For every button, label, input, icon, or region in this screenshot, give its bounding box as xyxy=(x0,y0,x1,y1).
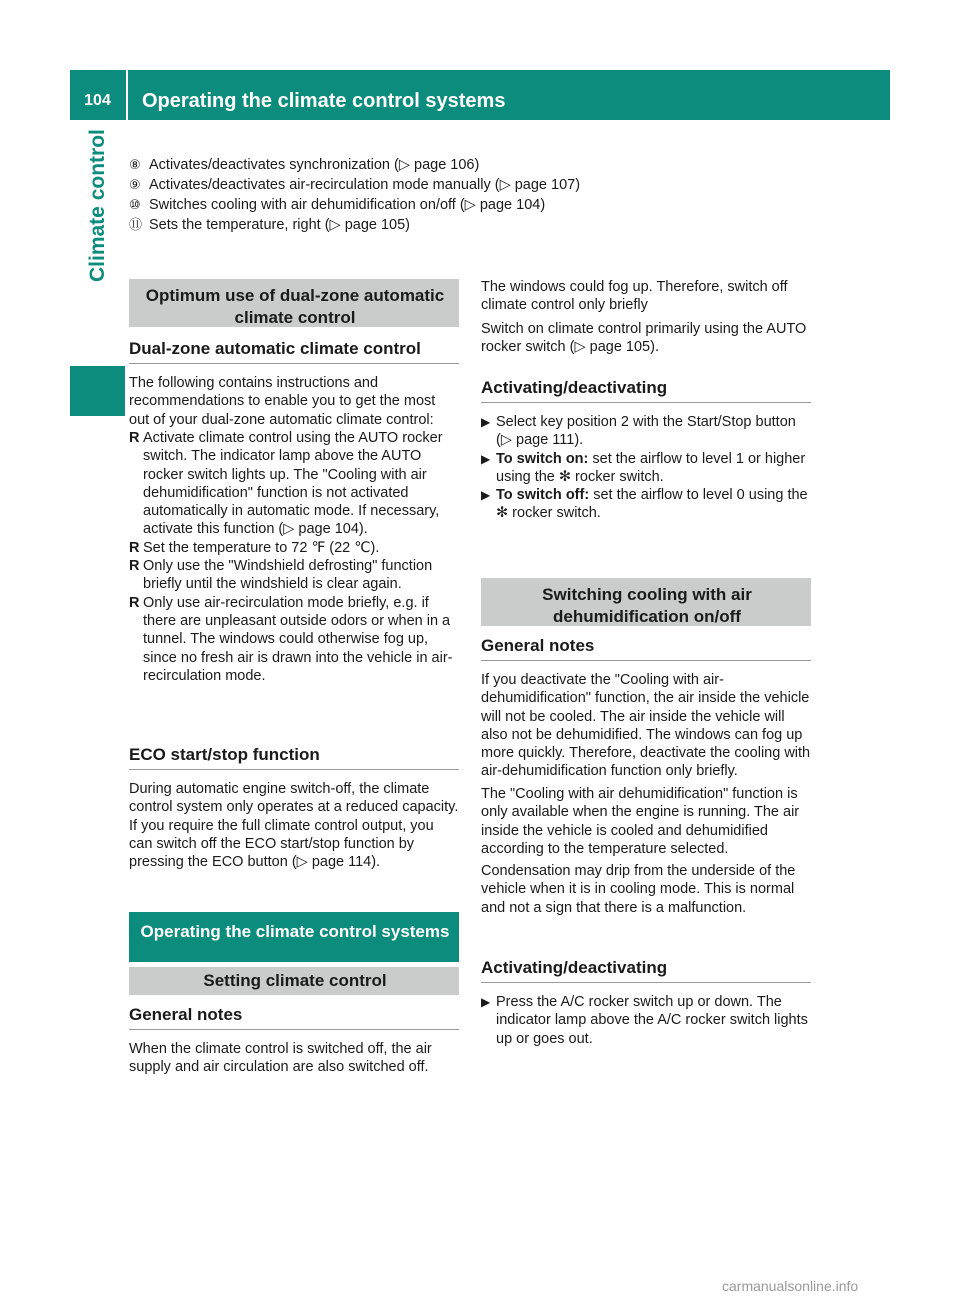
paragraph-switch-on: Switch on climate control primarily using the AUTO rocker switch (▷ page 105). xyxy=(481,321,807,356)
watermark: carmanualsonline.info xyxy=(722,1278,859,1294)
heading-eco: ECO start/stop function xyxy=(129,745,459,770)
section-heading-cooling: Switching cooling with air dehumidification on/off xyxy=(481,578,811,626)
steps-list-2 xyxy=(481,993,811,1048)
list-item xyxy=(129,557,459,594)
heading-general-notes-right: General notes xyxy=(481,636,811,661)
list-item-text: Only use air-recirculation mode briefly, e.g. if there are unpleasant outside odors or when in a tunnel. The windows could otherwise fog up, since no fresh air is drawn into the vehicle in air-recirculation mode. xyxy=(143,594,453,684)
bullet-icon: R xyxy=(129,594,140,611)
legend-text: Activates/deactivates synchronization (▷ page 106) xyxy=(149,157,480,173)
heading-activating-2: Activating/deactivating xyxy=(481,958,811,983)
paragraph-fog: The windows could fog up. Therefore, switch off climate control only briefly xyxy=(481,279,788,314)
section-heading-operating: Operating the climate control systems xyxy=(129,912,459,962)
legend-item xyxy=(129,195,829,215)
paragraph-general-1: If you deactivate the "Cooling with air-dehumidification" function, the air inside the vehicle will not be cooled. The air inside the vehicle will also not be dehumidified. The windows can fog up more quickly. Therefore, deactivate the cooling with air-dehumidification function only briefly. xyxy=(481,672,811,780)
step-item xyxy=(481,486,811,523)
heading-activating-1: Activating/deactivating xyxy=(481,378,811,403)
legend-item xyxy=(129,155,829,175)
bullet-icon: R xyxy=(129,539,140,556)
legend-text: Activates/deactivates air-recirculation mode manually (▷ page 107) xyxy=(149,177,581,193)
legend-list xyxy=(129,155,829,235)
paragraph-dual-zone: The following contains instructions and recommendations to enable you to get the most out of your dual-zone automatic climate control: xyxy=(129,375,436,428)
heading-general-notes-left: General notes xyxy=(129,1005,459,1030)
legend-item xyxy=(129,175,829,195)
header-divider xyxy=(126,70,128,120)
side-tab-marker xyxy=(70,366,125,416)
section-heading-optimum: Optimum use of dual-zone automatic climate control xyxy=(129,279,459,327)
step-text: Select key position 2 with the Start/Stop button (▷ page 111). xyxy=(496,414,796,449)
page-title: Operating the climate control systems xyxy=(142,90,506,112)
paragraph-general-2: The "Cooling with air dehumidification" function is only available when the engine is running. The air inside the vehicle is cooled and dehumidified according to the temperature selected. xyxy=(481,786,800,857)
step-arrow-icon: ▶ xyxy=(481,995,491,1009)
step-text: To switch off: set the airflow to level 0 using the ✻ rocker switch. xyxy=(496,487,808,522)
section-heading-setting: Setting climate control xyxy=(129,967,459,995)
step-arrow-icon: ▶ xyxy=(481,488,491,503)
list-item-text: Set the temperature to 72 ℉ (22 ℃). xyxy=(143,539,380,556)
list-item xyxy=(129,539,459,557)
list-item-text: Activate climate control using the AUTO rocker switch. The indicator lamp above the AUTO rocker switch lights up. The "Cooling with air dehumidification" function is not activated automatically in automatic mode. If necessary, activate this function (▷ page 104). xyxy=(143,430,443,538)
legend-number: ⑨ xyxy=(129,177,141,192)
legend-text: Sets the temperature, right (▷ page 105) xyxy=(149,217,411,233)
page-number: 104 xyxy=(84,92,111,109)
list-item xyxy=(129,429,459,539)
side-tab-label: Climate control xyxy=(86,129,109,282)
list-item-text: Only use the "Windshield defrosting" function briefly until the windshield is clear again. xyxy=(143,558,433,593)
list-item xyxy=(129,594,459,685)
step-text: Press the A/C rocker switch up or down. The indicator lamp above the A/C rocker switch lights up or goes out. xyxy=(496,994,808,1047)
step-text: To switch on: set the airflow to level 1 or higher using the ✻ rocker switch. xyxy=(496,450,806,485)
step-item xyxy=(481,413,811,450)
legend-text: Switches cooling with air dehumidification on/off (▷ page 104) xyxy=(149,197,546,213)
step-arrow-icon: ▶ xyxy=(481,415,491,429)
bullet-icon: R xyxy=(129,430,140,446)
legend-item xyxy=(129,215,829,235)
paragraph-general-3: Condensation may drip from the underside of the vehicle when it is in cooling mode. This is normal and not a sign that there is a malfunction. xyxy=(481,863,796,916)
legend-number: ⑩ xyxy=(129,197,141,212)
legend-number: ⑪ xyxy=(129,217,143,232)
bullet-icon: R xyxy=(129,558,140,575)
legend-number: ⑧ xyxy=(129,157,141,172)
step-item xyxy=(481,993,811,1048)
heading-dual-zone: Dual-zone automatic climate control xyxy=(129,339,459,364)
paragraph-eco: During automatic engine switch-off, the climate control system only operates at a reduced capacity. If you require the full climate control output, you can switch off the ECO start/stop function by pressing the ECO button (▷ page 114). xyxy=(129,781,459,871)
step-arrow-icon: ▶ xyxy=(481,451,491,466)
steps-list-1 xyxy=(481,413,811,523)
paragraph-general-left: When the climate control is switched off, the air supply and air circulation are also switched off. xyxy=(129,1041,432,1076)
step-item xyxy=(481,450,811,487)
tips-list xyxy=(129,429,459,685)
